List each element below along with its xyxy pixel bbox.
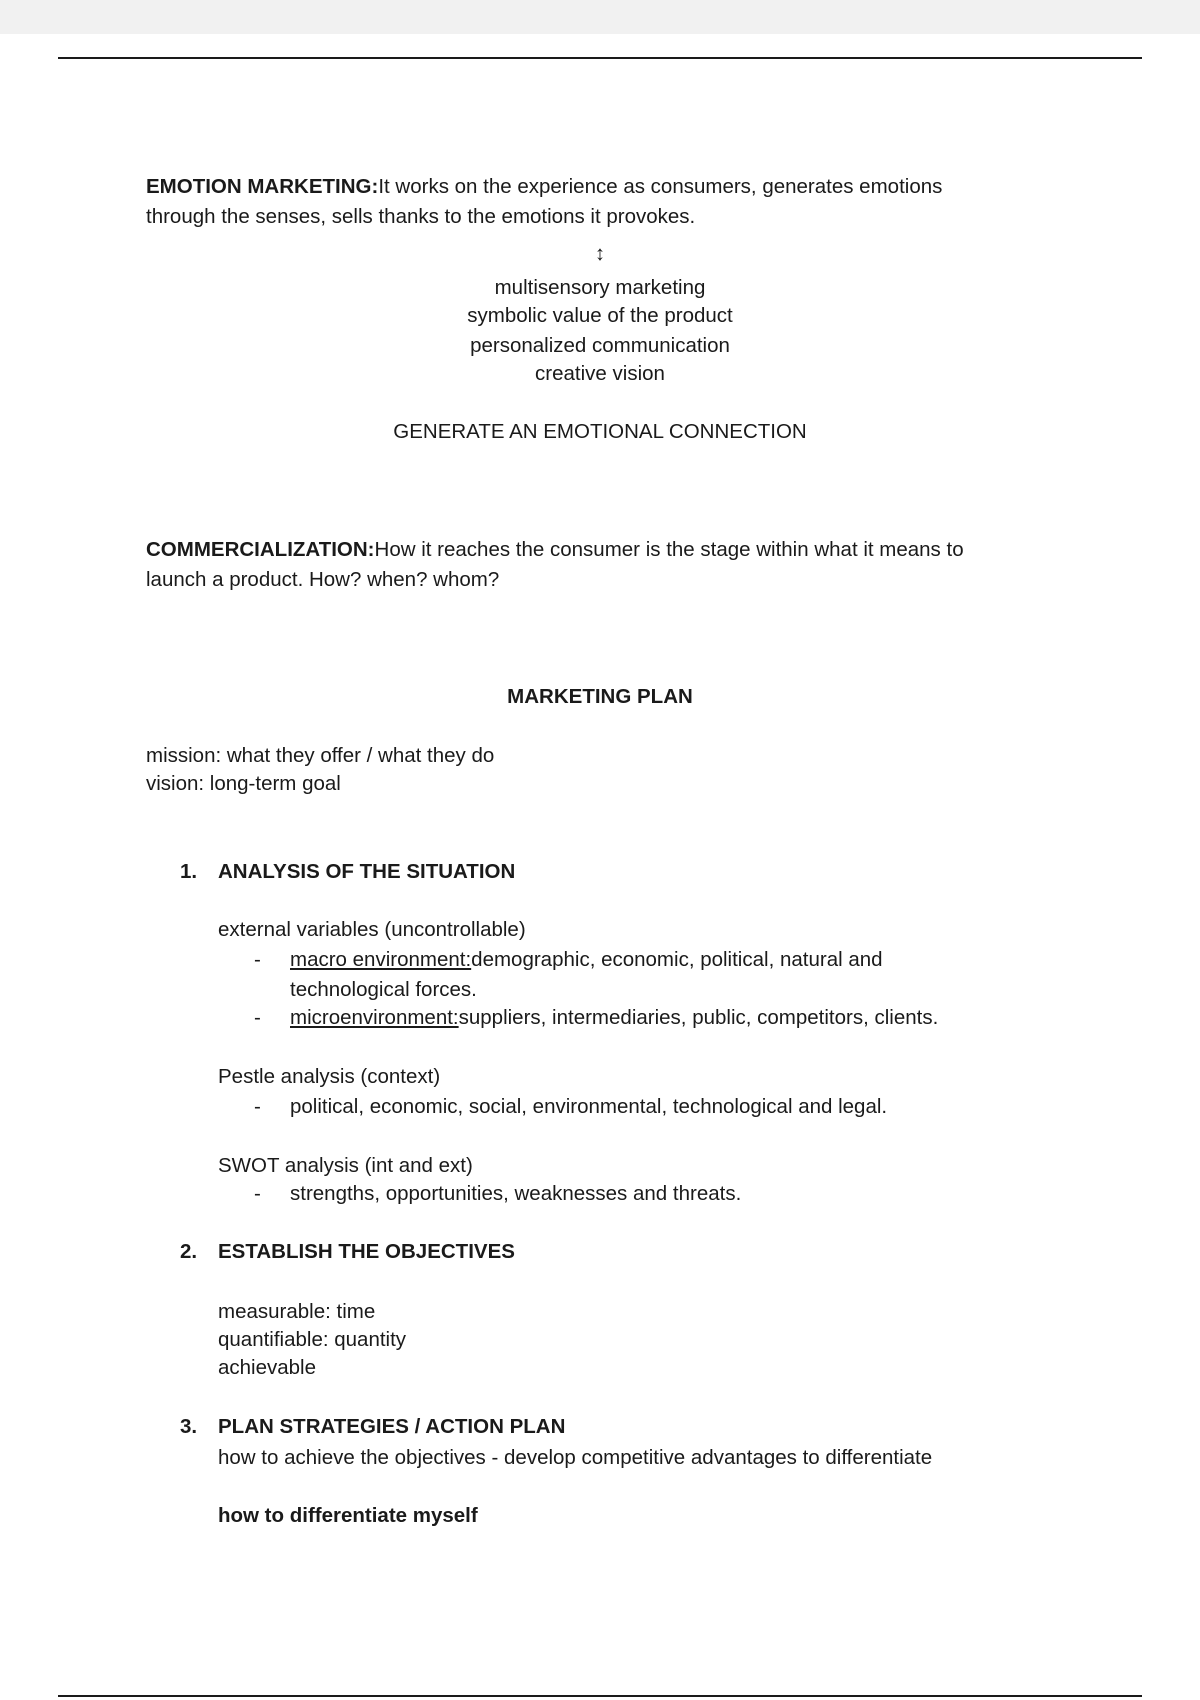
emotion-item: multisensory marketing <box>494 276 706 299</box>
commercialization-paragraph-line1 <box>146 538 964 562</box>
emotion-item: personalized communication <box>470 334 730 357</box>
page-bottom-rule <box>58 1695 1142 1697</box>
emotion-marketing-paragraph-line2: through the senses, sells thanks to the emotions it provokes. <box>146 205 696 228</box>
emotion-marketing-text: It works on the experience as consumers, generates emotions <box>378 175 943 198</box>
emotion-item: creative vision <box>535 362 665 385</box>
section-3-subheading: how to differentiate myself <box>218 1504 478 1527</box>
microenvironment-term: microenvironment: <box>290 1006 459 1029</box>
mission-line: mission: what they offer / what they do <box>146 744 495 767</box>
vision-line: vision: long-term goal <box>146 772 341 795</box>
macro-environment-item <box>290 948 883 972</box>
emotion-conclusion: GENERATE AN EMOTIONAL CONNECTION <box>393 420 807 443</box>
microenvironment-item <box>290 1006 938 1030</box>
objective-item: quantifiable: quantity <box>218 1328 407 1351</box>
section-2-number: 2. <box>180 1240 198 1263</box>
emotion-marketing-term: EMOTION MARKETING: <box>146 175 379 198</box>
section-1-title: ANALYSIS OF THE SITUATION <box>218 860 516 883</box>
macro-environment-line2: technological forces. <box>290 978 477 1001</box>
objective-item: achievable <box>218 1356 317 1379</box>
microenvironment-text: suppliers, intermediaries, public, competitors, clients. <box>458 1006 939 1029</box>
marketing-plan-title: MARKETING PLAN <box>507 685 693 708</box>
section-3-number: 3. <box>180 1415 198 1438</box>
pestle-item: political, economic, social, environmental, technological and legal. <box>290 1095 888 1118</box>
section-1-number: 1. <box>180 860 198 883</box>
section-2-title: ESTABLISH THE OBJECTIVES <box>218 1240 515 1263</box>
section-3-text: how to achieve the objectives - develop competitive advantages to differentiate <box>218 1446 933 1469</box>
section-3-title: PLAN STRATEGIES / ACTION PLAN <box>218 1415 566 1438</box>
emotion-marketing-paragraph-line1 <box>146 175 942 199</box>
macro-environment-text: demographic, economic, political, natural and <box>471 948 883 971</box>
page-top-rule <box>58 57 1142 59</box>
list-dash: - <box>254 948 261 971</box>
commercialization-paragraph-line2: launch a product. How? when? whom? <box>146 568 500 591</box>
emotion-item: symbolic value of the product <box>467 304 733 327</box>
commercialization-term: COMMERCIALIZATION: <box>146 538 375 561</box>
swot-item: strengths, opportunities, weaknesses and threats. <box>290 1182 742 1205</box>
viewer-top-bar <box>0 0 1200 34</box>
macro-environment-term: macro environment: <box>290 948 472 971</box>
list-dash: - <box>254 1182 261 1205</box>
list-dash: - <box>254 1095 261 1118</box>
up-down-arrow-icon: ↕ <box>594 242 606 265</box>
external-variables-label: external variables (uncontrollable) <box>218 918 526 941</box>
commercialization-text: How it reaches the consumer is the stage within what it means to <box>374 538 964 561</box>
swot-label: SWOT analysis (int and ext) <box>218 1154 473 1177</box>
objective-item: measurable: time <box>218 1300 376 1323</box>
pestle-label: Pestle analysis (context) <box>218 1065 441 1088</box>
list-dash: - <box>254 1006 261 1029</box>
